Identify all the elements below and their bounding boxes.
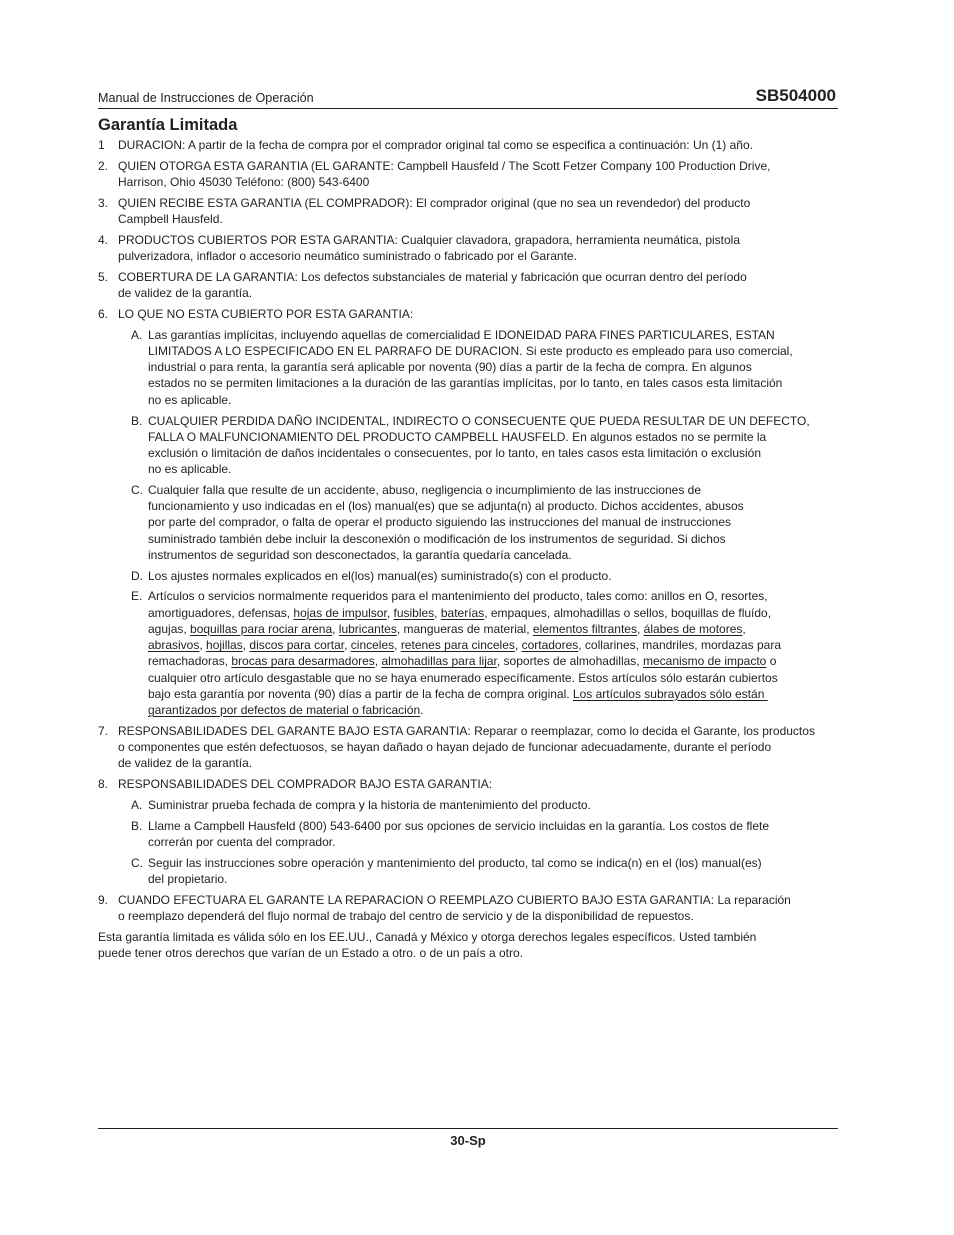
text-segment: , — [386, 605, 394, 620]
warranty-body — [98, 137, 838, 966]
clause-8-subitem-b — [131, 818, 838, 850]
text-segment: o cualquier otro artículo desgastable que no se haya enumerado específicamente. Estos artículos sólo estarán cubiertos bajo esta garantía por noventa (90) días a partir de la fecha de compra original. — [148, 654, 778, 701]
text-segment: , collarines, mandriles, mordazas para remachadoras, — [148, 638, 782, 669]
warranty-clause-1 — [98, 137, 838, 153]
clause-text: RESPONSABILIDADES DEL COMPRADOR BAJO ESTA GARANTIA: — [118, 777, 493, 791]
clause-row — [98, 306, 838, 322]
clause-text: PRODUCTOS CUBIERTOS POR ESTA GARANTIA: Cualquier clavadora, grapadora, herramienta neumática, pistola pulverizadora, inflador o accesorio neumático suministrado o fabricado por el Garante. — [118, 232, 741, 264]
warranty-clause-6 — [98, 306, 838, 718]
subitem-letter: C. — [131, 482, 143, 497]
clause-number: 4. — [98, 232, 109, 247]
underlined-term: fusibles — [393, 605, 435, 620]
underlined-term: hojillas — [206, 638, 243, 653]
clause-row — [98, 776, 838, 792]
subitem-text: Seguir las instrucciones sobre operación y mantenimiento del producto, tal como se indica(n) en el (los) manual(es) del propietario. — [148, 855, 762, 886]
clause-text: QUIEN OTORGA ESTA GARANTIA (EL GARANTE: Campbell Hausfeld / The Scott Fetzer Company 100 Production Drive, Harrison, Ohio 45030 Teléfono: (800) 543-6400 — [118, 158, 771, 190]
underlined-term: retenes para cinceles — [400, 638, 515, 653]
clause-8-subitem-c — [131, 855, 838, 887]
warranty-clause-7 — [98, 723, 838, 772]
underlined-term: cortadores — [521, 638, 579, 653]
subitem-text: CUALQUIER PERDIDA DAÑO INCIDENTAL, INDIRECTO O CONSECUENTE QUE PUEDA RESULTAR DE UN DEFECTO, FALLA O MALFUNCIONAMIENTO DEL PRODUCTO CAMPBELL HAUSFELD. En algunos estados no se permite la exclusión o limitación de daños incidentales o consecuentes, por lo tanto, en tales casos esta limitación o exclusión no es aplicable. — [148, 413, 810, 477]
clause-number: 5. — [98, 269, 109, 284]
subitem-letter: E. — [131, 589, 143, 604]
underlined-term: abrasivos — [148, 638, 200, 653]
manual-title: Manual de Instrucciones de Operación — [98, 91, 314, 105]
clause-number: 6. — [98, 307, 109, 322]
underlined-term: boquillas para rociar arena — [190, 621, 333, 636]
clause-6-subitem-a — [131, 327, 838, 408]
clause-6-subitem-e — [131, 588, 838, 718]
clause-text: COBERTURA DE LA GARANTIA: Los defectos substanciales de material y fabricación que ocurran dentro del período de validez de la garantía. — [118, 269, 747, 301]
text-segment: , — [242, 638, 250, 653]
page-number: 30-Sp — [450, 1133, 486, 1148]
underlined-term: baterías — [440, 605, 485, 620]
model-number: SB504000 — [755, 86, 836, 105]
text-segment: , — [394, 638, 401, 653]
underlined-term: almohadillas para lijar — [381, 654, 497, 669]
clause-number: 9. — [98, 892, 109, 907]
section-title: Garantía Limitada — [98, 116, 238, 134]
header-divider — [98, 108, 838, 109]
text-segment: , — [434, 605, 441, 620]
text-segment: , — [514, 638, 522, 653]
underlined-term: hojas de impulsor — [293, 605, 387, 620]
clause-number: 2. — [98, 158, 109, 173]
subitem-text: Los ajustes normales explicados en el(los) manual(es) suministrado(s) con el producto. — [148, 568, 612, 583]
footer-divider — [98, 1128, 838, 1129]
text-segment: , — [742, 621, 746, 636]
underlined-term: álabes de motores — [643, 621, 743, 636]
clause-text: QUIEN RECIBE ESTA GARANTIA (EL COMPRADOR): El comprador original (que no sea un revendedor) del producto Campbell Hausfeld. — [118, 195, 751, 227]
subitem-text: Suministrar prueba fechada de compra y la historia de mantenimiento del producto. — [148, 797, 591, 812]
underlined-term: Los artículos subrayados sólo están garantizados por defectos de material o fabricación — [148, 686, 765, 717]
underlined-term: brocas para desarmadores — [231, 654, 375, 669]
clause-text: DURACION: A partir de la fecha de compra por el comprador original tal como se especifica a continuación: Un (1) año. — [118, 138, 753, 152]
text-segment: . — [420, 702, 424, 717]
subitem-letter: C. — [131, 855, 143, 870]
text-segment: , empaques, almohadillas o sellos, boquillas de fluído, agujas, — [148, 605, 772, 636]
text-segment: , soportes de almohadillas, — [496, 654, 643, 669]
clause-6-subitems — [98, 327, 838, 718]
subitem-text: Las garantías implícitas, incluyendo aquellas de comercialidad E IDONEIDAD PARA FINES PARTICULARES, ESTAN LIMITADOS A LO ESPECIFICADO EN EL PARRAFO DE DURACION. Si este producto es empleado para uso comercial, industrial o para renta, la garantía será aplicable por noventa (90) días a partir de la fecha de compra. En algunos estados no se permiten limitaciones a la duración de las garantías implícitas, por lo tanto, en tales casos esta limitación no es aplicable. — [148, 327, 793, 407]
warranty-clause-3 — [98, 195, 838, 227]
warranty-clause-5 — [98, 269, 838, 301]
subitem-letter: B. — [131, 413, 143, 428]
subitem-text — [148, 588, 781, 718]
text-segment: , mangueras de material, — [396, 621, 533, 636]
underlined-term: discos para cortar — [249, 638, 345, 653]
subitem-text: Cualquier falla que resulte de un accidente, abuso, negligencia o incumplimiento de las instrucciones de funcionamiento y uso indicadas en el (los) manual(es) que se adjunta(n) al producto. Dichos accidentes, abusos por parte del comprador, o falta de operar el producto siguiendo las instrucciones del manual de instrucciones suministrado también debe incluir la desconexión o modificación de los instrumentos de seguridad. Si dichos instrumentos de seguridad son desconectados, la garantía quedaría cancelada. — [148, 482, 744, 562]
subitem-letter: A. — [131, 327, 143, 342]
underlined-term: lubricantes — [338, 621, 397, 636]
clause-6-subitem-d — [131, 568, 838, 584]
underlined-term: elementos filtrantes — [532, 621, 637, 636]
text-segment: Artículos o servicios normalmente requeridos para el mantenimiento del producto, tales como: anillos en O, resortes, amortiguadores, defensas, — [148, 589, 768, 620]
clause-text: CUANDO EFECTUARA EL GARANTE LA REPARACION O REEMPLAZO CUBIERTO BAJO ESTA GARANTIA: La reparación o reemplazo dependerá del flujo normal de trabajo del centro de servicio y de la disponibilidad de repuestos. — [118, 892, 791, 923]
clause-text: RESPONSABILIDADES DEL GARANTE BAJO ESTA GARANTIA: Reparar o reemplazar, como lo decida el Garante, los productos o componentes que estén defectuosos, se hayan dañado o hayan dejado de funcionar adecuadamente, durante el período de validez de la garantía. — [118, 723, 815, 771]
clause-number: 1 — [98, 138, 105, 152]
text-segment: , — [199, 638, 207, 653]
clause-8-subitems — [98, 797, 838, 887]
warranty-clause-8 — [98, 776, 838, 887]
text-segment: , — [344, 638, 351, 653]
subitem-text: Llame a Campbell Hausfeld (800) 543-6400 por sus opciones de servicio incluidas en la garantía. Los costos de flete correrán por cuenta del comprador. — [148, 818, 770, 849]
clause-text: LO QUE NO ESTA CUBIERTO POR ESTA GARANTIA: — [118, 307, 414, 322]
clause-number: 3. — [98, 195, 109, 210]
warranty-clause-4 — [98, 232, 838, 264]
underlined-term: mecanismo de impacto — [642, 654, 767, 669]
clause-8-subitem-a — [131, 797, 838, 813]
warranty-clause-9 — [98, 892, 838, 924]
warranty-clause-2 — [98, 158, 838, 190]
clause-number: 7. — [98, 723, 109, 738]
closing-paragraph: Esta garantía limitada es válida sólo en los EE.UU., Canadá y México y otorga derechos legales específicos. Usted también puede tener otros derechos que varían de un Estado a otro. o de un país a otro. — [98, 929, 757, 961]
clause-6-subitem-b — [131, 413, 838, 478]
text-segment: , — [332, 621, 339, 636]
subitem-letter: D. — [131, 568, 143, 583]
clause-6-subitem-c — [131, 482, 838, 563]
subitem-letter: B. — [131, 818, 143, 833]
text-segment: , — [636, 621, 644, 636]
text-segment: , — [374, 654, 382, 669]
clause-number: 8. — [98, 777, 109, 791]
underlined-term: cinceles — [350, 638, 395, 653]
subitem-letter: A. — [131, 797, 143, 812]
